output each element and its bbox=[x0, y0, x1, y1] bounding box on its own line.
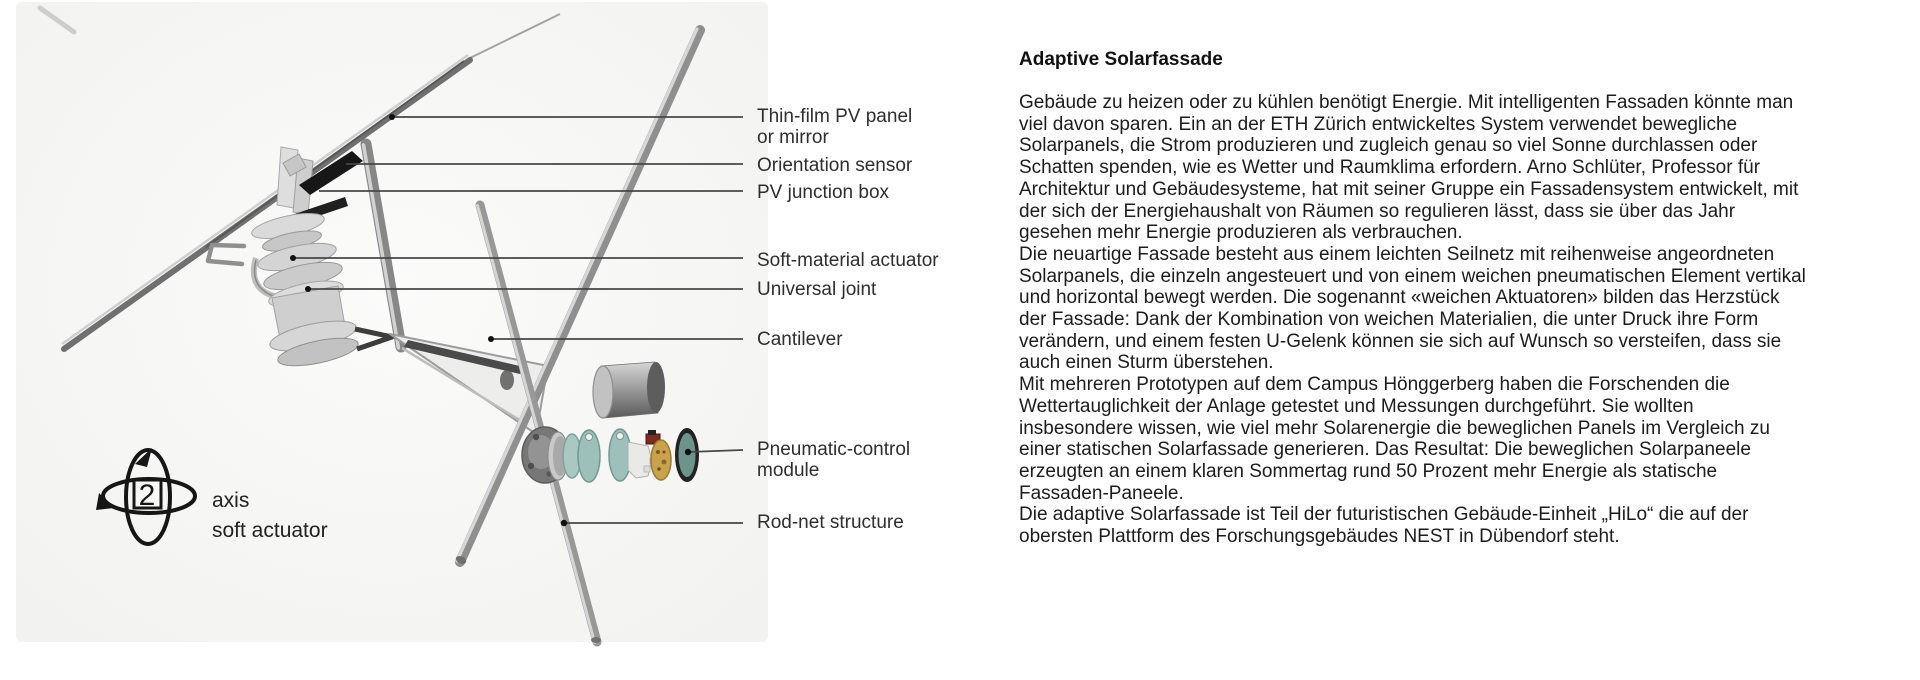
article-line: obersten Plattform des Forschungsgebäudes NEST in Dübendorf steht. bbox=[1019, 526, 1620, 548]
article-line: Wettertauglichkeit der Anlage getestet und Messungen durchgeführt. Sie wollten bbox=[1019, 395, 1694, 417]
label-pneumatic-control-module: Pneumatic-control module bbox=[757, 439, 911, 481]
axis-count: 2 bbox=[138, 479, 156, 512]
article-line: Die adaptive Solarfassade ist Teil der futuristischen Gebäude-Einheit „HiLo“ die auf der bbox=[1019, 504, 1749, 526]
article-title: Adaptive Solarfassade bbox=[1019, 49, 1223, 70]
article-line: Solarpanels, die Strom produzieren und zugleich genau so viel Sonne durchlassen oder bbox=[1019, 135, 1758, 157]
label-thin-film-pv-panel: Thin-film PV panel or mirror bbox=[757, 106, 913, 148]
article-line: Solarpanels, die einzeln angesteuert und von einem weichen pneumatischen Element vertikal bbox=[1019, 265, 1806, 287]
article-line: einer statischen Solarfassade generieren. Das Resultat: Die beweglichen Solarpaneele bbox=[1019, 439, 1751, 461]
label-universal-joint: Universal joint bbox=[757, 279, 877, 300]
axis-symbol-caption: axis soft actuator bbox=[212, 489, 328, 542]
label-soft-material-actuator: Soft-material actuator bbox=[757, 250, 939, 271]
label-pv-junction-box: PV junction box bbox=[757, 182, 890, 203]
article-line: Fassaden-Paneele. bbox=[1019, 482, 1184, 504]
article-line: der sich der Energiehaushalt von Räumen so regulieren lässt, dass sie über das Jahr bbox=[1019, 200, 1736, 222]
article-line: Schatten spenden, wie es Wetter und Raumklima erfordern. Arno Schlüter, Professor für bbox=[1019, 157, 1761, 179]
rod-hub bbox=[522, 427, 568, 483]
article-body bbox=[1019, 92, 1806, 548]
circuit-board-disc bbox=[651, 440, 671, 480]
label-orientation-sensor: Orientation sensor bbox=[757, 155, 913, 176]
article-line: Mit mehreren Prototypen auf dem Campus Hönggerberg haben die Forschenden die bbox=[1019, 374, 1730, 396]
article-line: Die neuartige Fassade besteht aus einem leichten Seilnetz mit reihenweise angeordneten bbox=[1019, 243, 1775, 265]
article-line: erzeugten an einem klaren Sommertag rund 50 Prozent mehr Energie als statische bbox=[1019, 460, 1718, 482]
module-housing-cylinder bbox=[593, 362, 665, 418]
label-cantilever: Cantilever bbox=[757, 329, 843, 350]
article-line: viel davon sparen. Ein an der ETH Zürich entwickeltes System verwendet bewegliche bbox=[1019, 113, 1738, 135]
article-line: insbesondere wissen, wie viel mehr Solarenergie die beweglichen Panels im Vergleich zu bbox=[1019, 417, 1770, 439]
article-line: und horizontal bewegt werden. Die sogenannt «weichen Aktuatoren» bilden das Herzstück bbox=[1019, 287, 1780, 309]
article-line: Architektur und Gebäudesysteme, hat mit seiner Gruppe ein Fassadensystem entwickelt, mit bbox=[1019, 178, 1799, 200]
article-line: gesehen mehr Energie produzieren als verbrauchen. bbox=[1019, 222, 1463, 244]
article-line: Gebäude zu heizen oder zu kühlen benötigt Energie. Mit intelligenten Fassaden könnte man bbox=[1019, 92, 1794, 113]
label-rod-net-structure: Rod-net structure bbox=[757, 512, 904, 533]
article-line: verändern, und einem festen U-Gelenk können sie sich auf Wunsch so versteifen, dass sie bbox=[1019, 330, 1782, 352]
connector-block bbox=[628, 442, 652, 478]
article-line: der Fassade: Dank der Kombination von weichen Materialien, die unter Druck ihre Form bbox=[1019, 309, 1759, 331]
article-line: auch einen Sturm überstehen. bbox=[1019, 352, 1274, 374]
